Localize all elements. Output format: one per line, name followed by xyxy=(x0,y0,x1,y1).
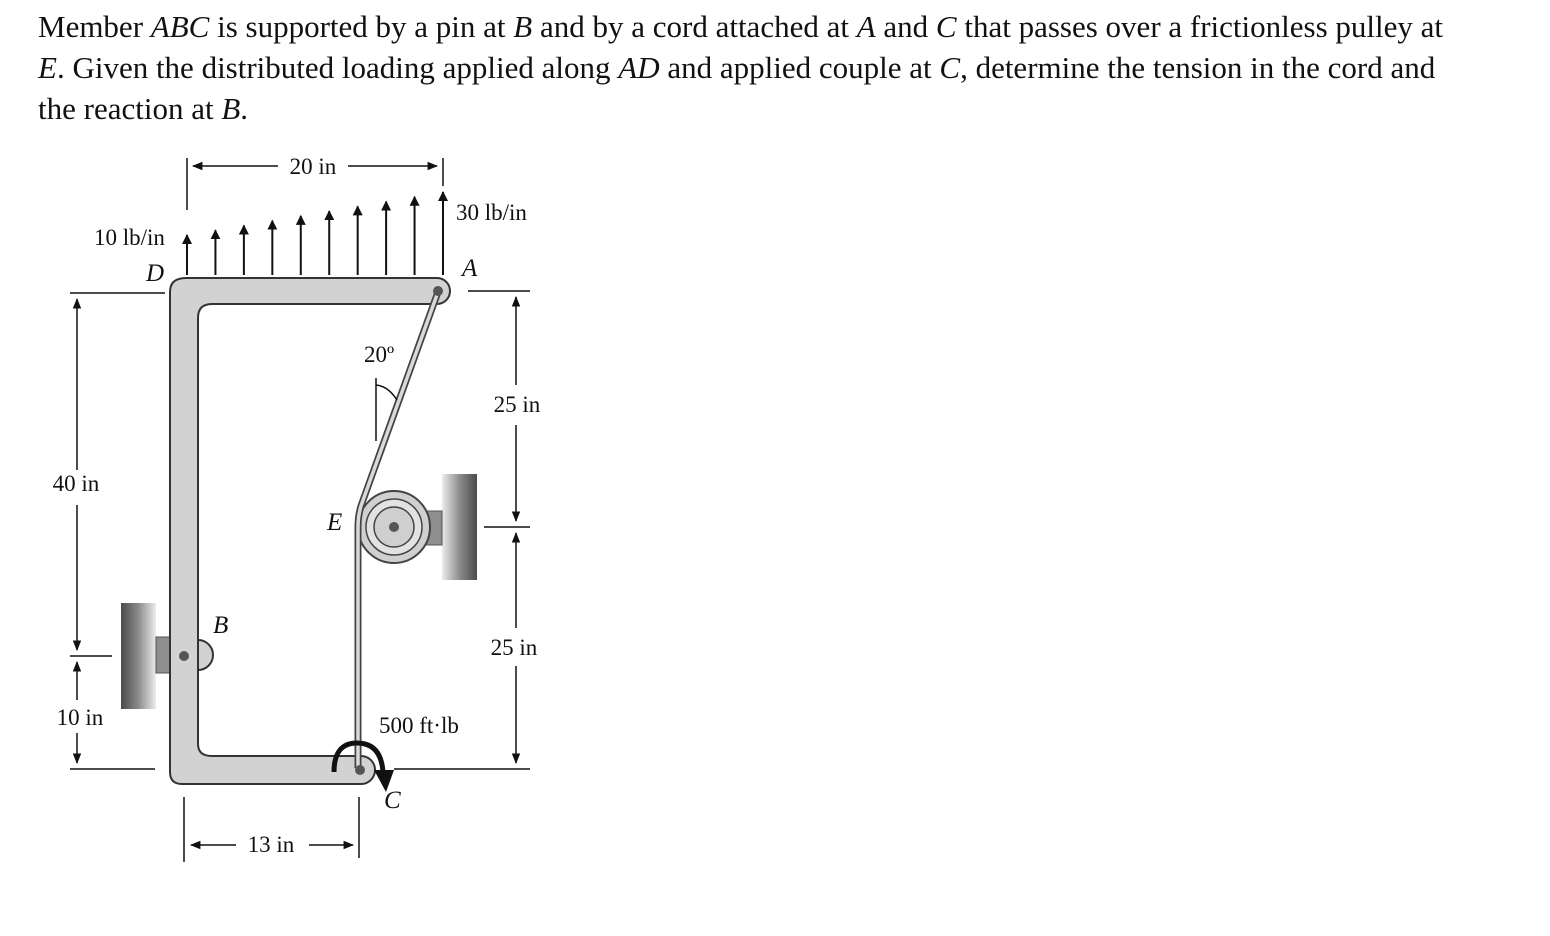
load-right-label: 30 lb/in xyxy=(456,200,527,225)
label-a: A xyxy=(462,255,478,282)
dim-right-lower-label: 25 in xyxy=(490,635,538,660)
dim-right-upper-label: 25 in xyxy=(493,392,541,417)
couple-label: 500 ft·lb xyxy=(379,713,459,738)
dim-top-width-label: 20 in xyxy=(289,154,337,179)
pin-b-boss xyxy=(198,640,213,670)
dim-left-lower-label: 10 in xyxy=(56,705,104,730)
dim-bottom-width xyxy=(184,797,359,862)
dim-top-width xyxy=(187,154,443,210)
wall-e xyxy=(442,474,477,580)
label-d: D xyxy=(146,260,165,287)
distributed-load xyxy=(187,192,443,275)
problem-statement: Member ABC is supported by a pin at B and by a cord attached at A and C that passes over a frictionless pulley at E. Given the distributed loading applied along AD and applied couple at C, determine the tension in the cord and the reaction at B. xyxy=(38,9,1443,126)
pin-a xyxy=(433,286,443,296)
dim-left-upper-label: 40 in xyxy=(52,471,100,496)
label-c: C xyxy=(384,787,401,814)
pin-b xyxy=(179,651,189,661)
dim-bottom-width-label: 13 in xyxy=(247,832,295,857)
pin-c xyxy=(355,765,365,775)
pulley-axle xyxy=(389,522,399,532)
angle-label: 20º xyxy=(364,342,395,367)
load-left-label: 10 lb/in xyxy=(94,225,165,250)
load-envelope xyxy=(187,192,443,235)
label-b: B xyxy=(213,612,229,639)
wall-b xyxy=(121,603,156,709)
label-e: E xyxy=(327,509,343,536)
